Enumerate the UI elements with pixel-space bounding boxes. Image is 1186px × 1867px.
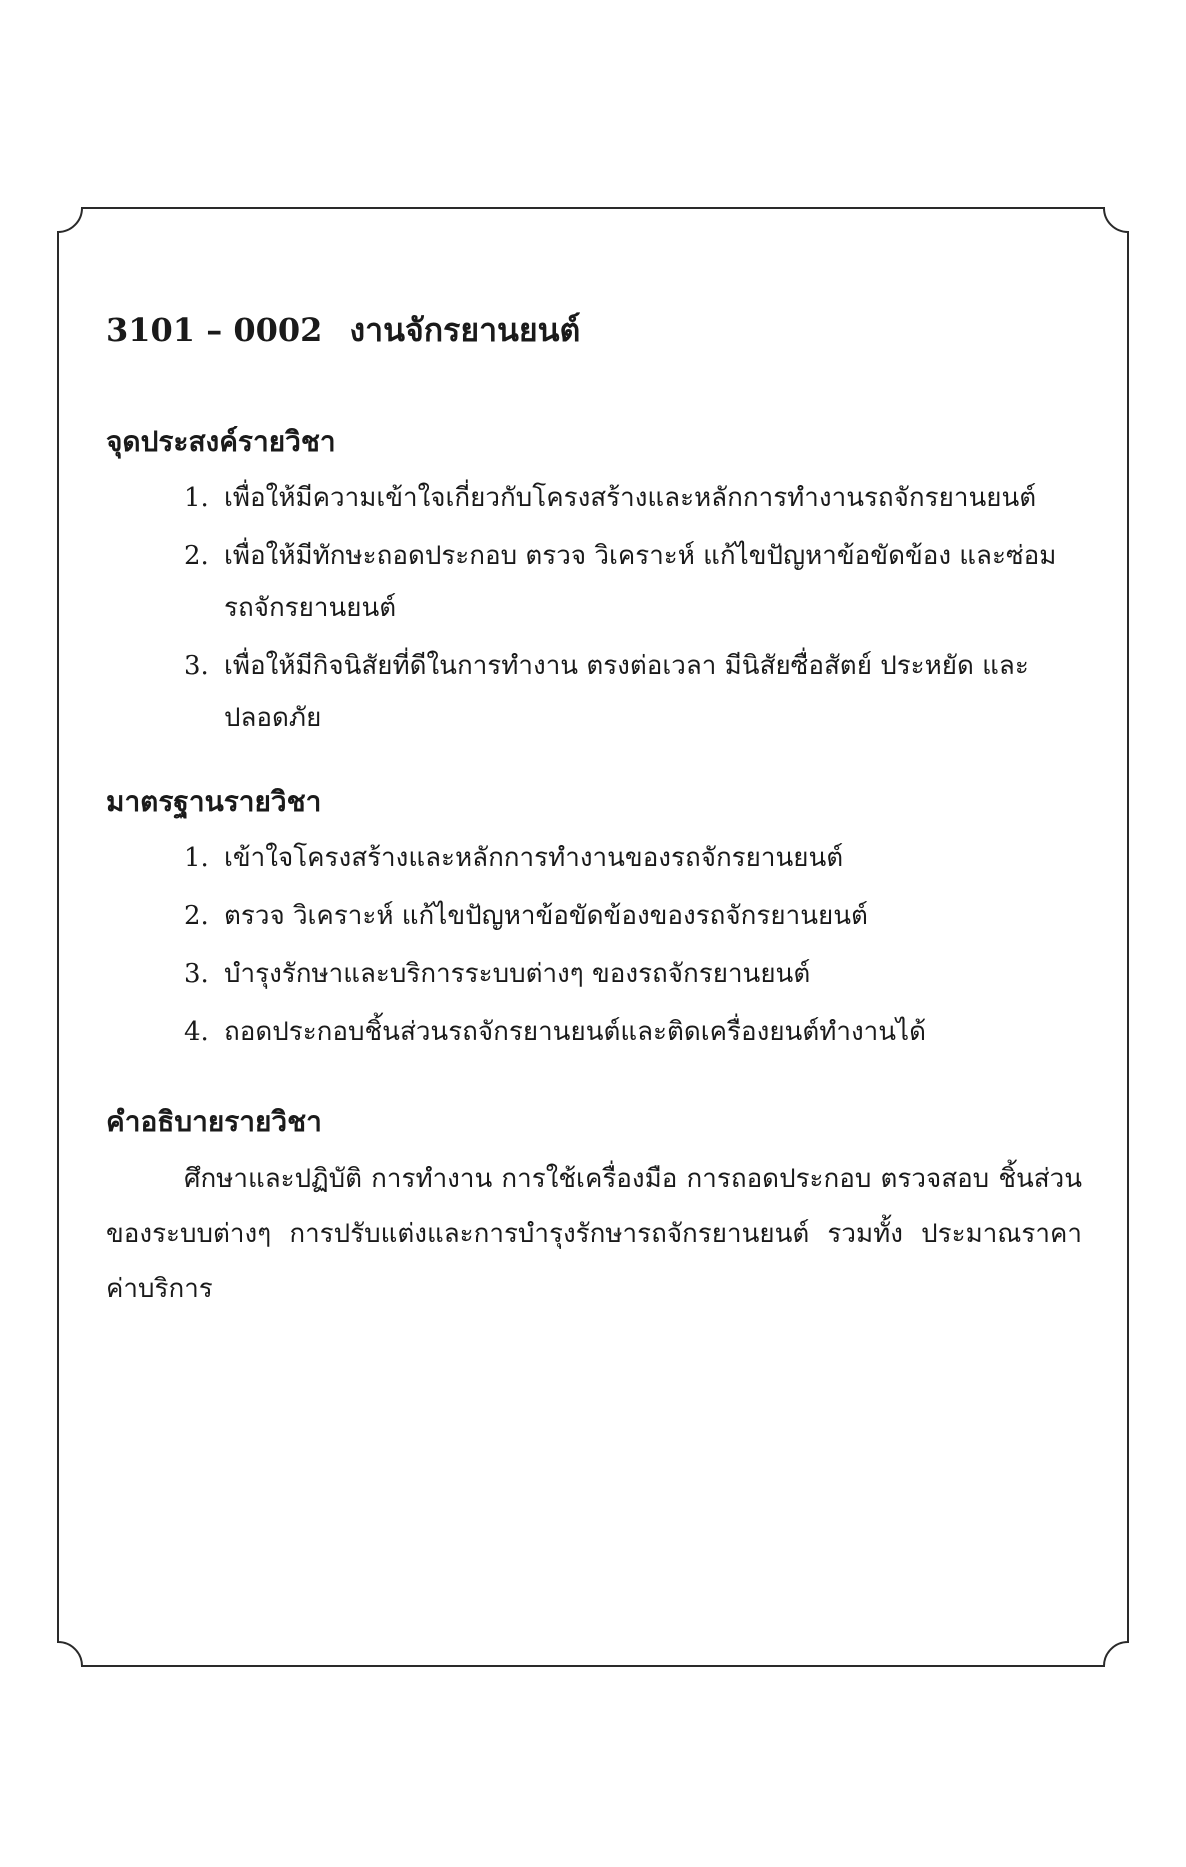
objectives-heading: จุดประสงค์รายวิชา — [106, 425, 336, 458]
standards-heading: มาตรฐานรายวิชา — [106, 785, 322, 818]
list-item — [184, 472, 1084, 524]
course-code: 3101 – 0002 — [106, 311, 323, 349]
item-text: เพื่อให้มีทักษะถอดประกอบ ตรวจ วิเคราะห์ แก้ไขปัญหาข้อขัดข้อง และซ่อม รถจักรยานยนต์ — [224, 541, 1057, 623]
list-item — [184, 1006, 1084, 1058]
standards-list — [184, 832, 1084, 1064]
item-text: เพื่อให้มีกิจนิสัยที่ดีในการทำงาน ตรงต่อเวลา มีนิสัยซื่อสัตย์ ประหยัด และ ปลอดภัย — [224, 651, 1029, 733]
course-name: งานจักรยานยนต์ — [349, 311, 581, 349]
item-number: 2. — [184, 541, 209, 571]
item-text: ตรวจ วิเคราะห์ แก้ไขปัญหาข้อขัดข้องของรถจักรยานยนต์ — [224, 901, 868, 931]
item-number: 4. — [184, 1017, 209, 1047]
objectives-list — [184, 472, 1084, 750]
item-number: 2. — [184, 901, 209, 931]
item-text: เพื่อให้มีความเข้าใจเกี่ยวกับโครงสร้างและหลักการทำงานรถจักรยานยนต์ — [224, 483, 1037, 513]
item-number: 3. — [184, 651, 209, 681]
item-number: 1. — [184, 483, 209, 513]
list-item — [184, 832, 1084, 884]
list-item — [184, 640, 1084, 744]
item-number: 3. — [184, 959, 209, 989]
description-heading: คำอธิบายรายวิชา — [106, 1105, 322, 1138]
list-item — [184, 530, 1084, 634]
item-text: เข้าใจโครงสร้างและหลักการทำงานของรถจักรยานยนต์ — [224, 843, 844, 873]
item-text: ถอดประกอบชิ้นส่วนรถจักรยานยนต์และติดเครื่องยนต์ทำงานได้ — [224, 1017, 926, 1047]
list-item — [184, 890, 1084, 942]
item-number: 1. — [184, 843, 209, 873]
list-item — [184, 948, 1084, 1000]
item-text: บำรุงรักษาและบริการระบบต่างๆ ของรถจักรยานยนต์ — [224, 959, 811, 989]
course-title — [106, 305, 580, 356]
description-text: ศึกษาและปฏิบัติ การทำงาน การใช้เครื่องมือ การถอดประกอบ ตรวจสอบ ชิ้นส่วนของระบบต่างๆ การปรับแต่งและการบำรุงรักษารถจักรยานยนต์ รวมทั้ง ประมาณราคาค่าบริการ — [106, 1164, 1082, 1304]
